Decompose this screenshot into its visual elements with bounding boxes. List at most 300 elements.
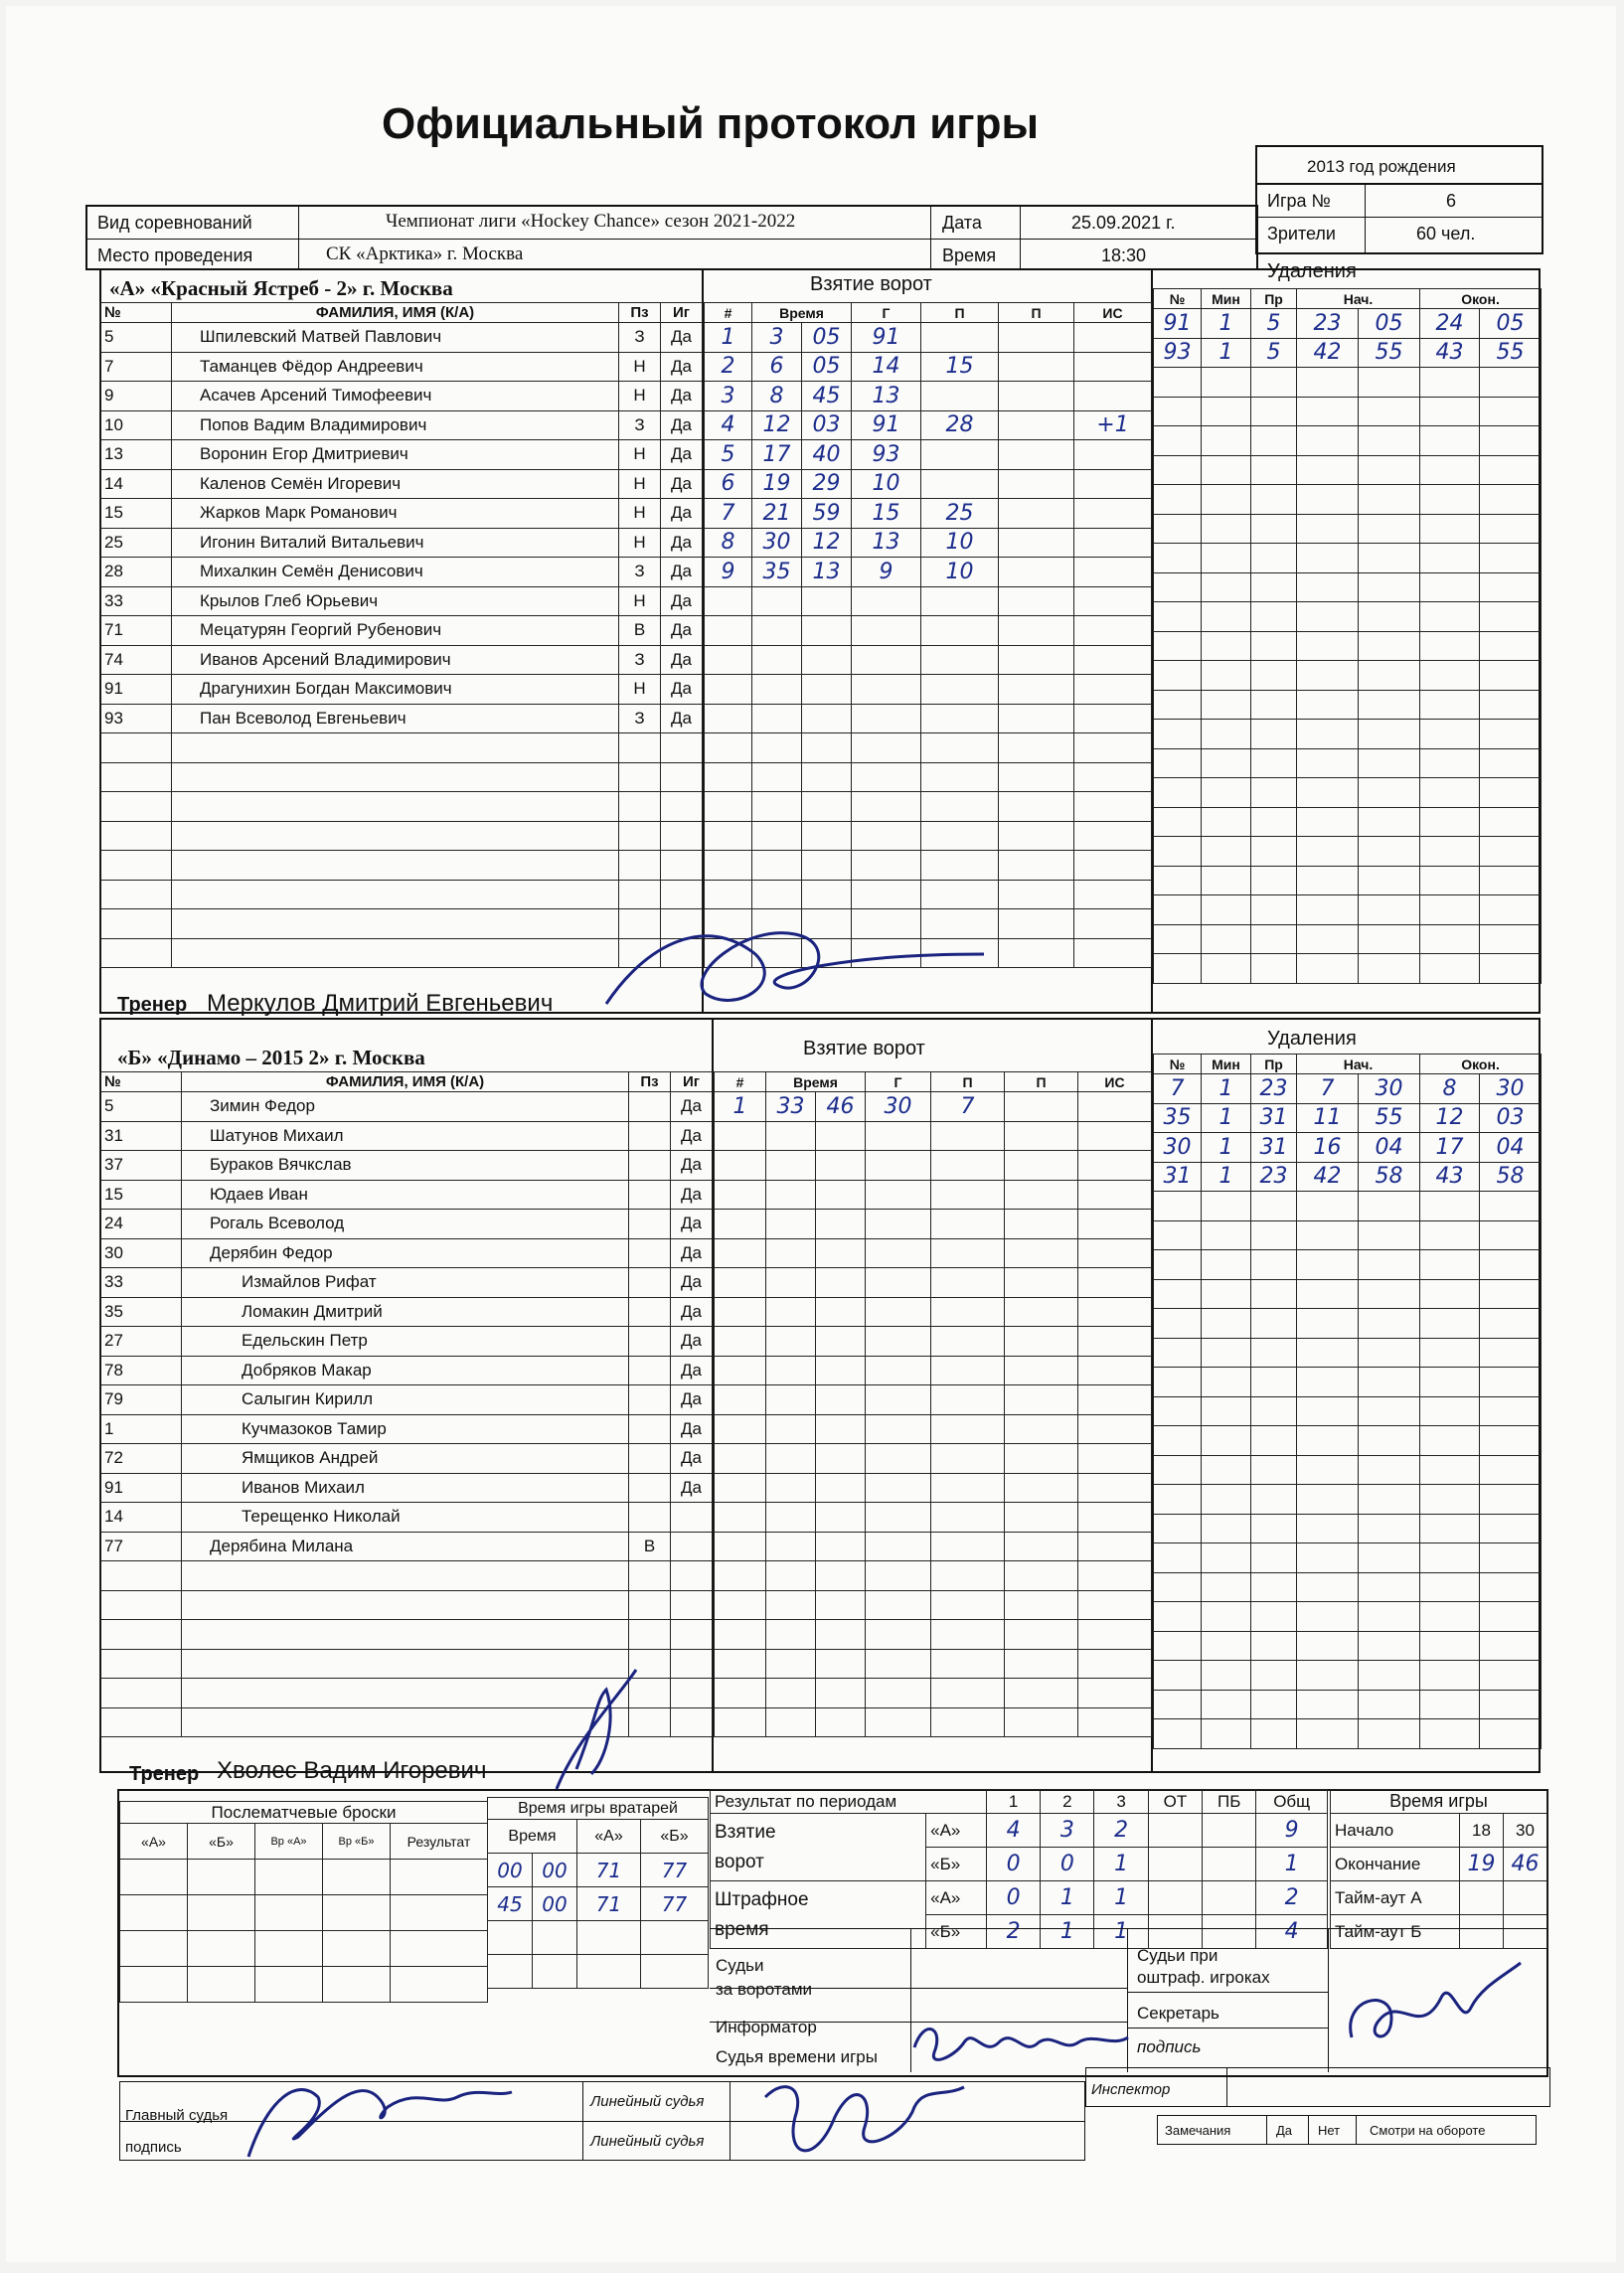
goal-second: 29 bbox=[802, 469, 852, 499]
team-a-player-row bbox=[100, 499, 703, 529]
penalty-start-sec bbox=[1359, 837, 1420, 867]
penalty-start-sec bbox=[1359, 1719, 1420, 1749]
penalty-start-sec bbox=[1359, 1602, 1420, 1632]
penalty-start-sec bbox=[1359, 661, 1420, 691]
player-name: Дерябина Милана bbox=[182, 1532, 629, 1561]
secretary-label: Секретарь bbox=[1137, 2004, 1219, 2023]
goal-assist-1 bbox=[921, 675, 999, 705]
penalty-minutes bbox=[1202, 1368, 1251, 1397]
goal-scorer bbox=[866, 1268, 931, 1298]
team-a-penalty-row bbox=[1154, 866, 1542, 895]
player-position bbox=[629, 1473, 671, 1503]
penalty-reason bbox=[1251, 720, 1297, 749]
penalty-player bbox=[1154, 778, 1202, 808]
player-name: Крылов Глеб Юрьевич bbox=[172, 586, 619, 616]
penalty-minutes bbox=[1202, 1602, 1251, 1632]
team-b-player-row bbox=[100, 1444, 713, 1474]
goal-situation bbox=[1078, 1327, 1152, 1357]
penalty-minutes bbox=[1202, 1309, 1251, 1339]
goal-situation bbox=[1078, 1297, 1152, 1327]
penalty-end-sec bbox=[1480, 426, 1542, 456]
period-pb-value bbox=[1203, 1848, 1256, 1881]
penalty-start-min: 42 bbox=[1297, 338, 1359, 368]
goal-scorer bbox=[866, 1473, 931, 1503]
team-b-goal-row bbox=[715, 1707, 1152, 1737]
player-number: 1 bbox=[100, 1414, 182, 1444]
penalty-end-min bbox=[1420, 895, 1480, 925]
goal-assist-2 bbox=[1005, 1121, 1078, 1151]
player-name bbox=[182, 1590, 629, 1620]
goal-minute bbox=[752, 851, 802, 881]
penalty-end-sec bbox=[1480, 866, 1542, 895]
team-b-coach-signature bbox=[537, 1660, 656, 1799]
player-position bbox=[629, 1297, 671, 1327]
goal-situation bbox=[1078, 1121, 1152, 1151]
player-position bbox=[629, 1503, 671, 1533]
goal-number bbox=[705, 616, 752, 646]
penalty-start-sec: 30 bbox=[1359, 1074, 1420, 1104]
team-b-goal-row bbox=[715, 1503, 1152, 1533]
player-plays bbox=[671, 1649, 713, 1679]
penalty-start-sec bbox=[1359, 602, 1420, 632]
goal-second bbox=[816, 1385, 866, 1415]
goal-second bbox=[816, 1503, 866, 1533]
col-goal-scorer: Г bbox=[866, 1072, 931, 1092]
penalty-start-sec bbox=[1359, 1690, 1420, 1719]
player-name: Мецатурян Георгий Рубенович bbox=[172, 616, 619, 646]
goal-assist-1 bbox=[931, 1210, 1005, 1239]
goal-situation bbox=[1074, 469, 1152, 499]
goal-minute bbox=[766, 1444, 816, 1474]
shootout-col-gk-a: Вр «А» bbox=[255, 1824, 323, 1860]
goal-situation bbox=[1078, 1620, 1152, 1650]
penalty-player bbox=[1154, 661, 1202, 691]
player-number bbox=[100, 880, 172, 909]
team-b-penalty-row bbox=[1154, 1279, 1542, 1309]
penalty-minutes bbox=[1202, 807, 1251, 837]
player-number: 35 bbox=[100, 1297, 182, 1327]
player-name: Шпилевский Матвей Павлович bbox=[172, 323, 619, 353]
penalty-reason bbox=[1251, 837, 1297, 867]
player-plays: Да bbox=[661, 675, 703, 705]
goal-assist-2 bbox=[1005, 1444, 1078, 1474]
goal-assist-2 bbox=[1005, 1707, 1078, 1737]
col-assist-1: П bbox=[921, 303, 999, 323]
goal-assist-2 bbox=[1005, 1210, 1078, 1239]
team-a-player-row bbox=[100, 440, 703, 470]
player-number: 14 bbox=[100, 469, 172, 499]
goal-situation bbox=[1078, 1503, 1152, 1533]
game-end-label: Окончание bbox=[1331, 1848, 1460, 1881]
penalty-end-sec bbox=[1480, 661, 1542, 691]
penalty-player bbox=[1154, 602, 1202, 632]
goal-assist-2 bbox=[1005, 1238, 1078, 1268]
penalty-end-sec bbox=[1480, 1426, 1542, 1456]
penalty-reason: 23 bbox=[1251, 1074, 1297, 1104]
penalty-player bbox=[1154, 690, 1202, 720]
penalty-end-min bbox=[1420, 748, 1480, 778]
goal-situation bbox=[1078, 1268, 1152, 1298]
col-name: ФАМИЛИЯ, ИМЯ (К/А) bbox=[182, 1072, 629, 1092]
penalty-end-sec: 05 bbox=[1480, 309, 1542, 339]
period-result-row bbox=[711, 1881, 1328, 1915]
team-b-penalty-row bbox=[1154, 1426, 1542, 1456]
col-ig: Иг bbox=[671, 1072, 713, 1092]
col-ig: Иг bbox=[661, 303, 703, 323]
col-assist-1: П bbox=[931, 1072, 1005, 1092]
penalty-start-sec bbox=[1359, 426, 1420, 456]
team-a-player-row bbox=[100, 792, 703, 822]
player-position bbox=[619, 733, 661, 763]
goal-number: 9 bbox=[705, 558, 752, 587]
goal-situation bbox=[1078, 1385, 1152, 1415]
penalty-player bbox=[1154, 1514, 1202, 1543]
team-a-penalty-row bbox=[1154, 837, 1542, 867]
team-b-penalty-row bbox=[1154, 1074, 1542, 1104]
goal-second bbox=[802, 733, 852, 763]
penalty-end-sec bbox=[1480, 455, 1542, 485]
goal-second bbox=[802, 586, 852, 616]
goal-second: 12 bbox=[802, 528, 852, 558]
penalty-end-sec bbox=[1480, 1192, 1542, 1221]
player-plays bbox=[671, 1620, 713, 1650]
goal-judges-label-1: Судьи bbox=[716, 1956, 764, 1975]
goal-number bbox=[705, 675, 752, 705]
player-number: 5 bbox=[100, 323, 172, 353]
goal-scorer bbox=[866, 1151, 931, 1181]
goal-minute: 12 bbox=[752, 410, 802, 440]
team-b-goals bbox=[714, 1071, 1152, 1737]
goal-situation bbox=[1078, 1092, 1152, 1122]
penalty-start-sec bbox=[1359, 720, 1420, 749]
penalty-start-sec bbox=[1359, 1485, 1420, 1515]
team-a-penalty-row bbox=[1154, 661, 1542, 691]
team-a-goals-title: Взятие ворот bbox=[810, 273, 932, 295]
team-b-player-row bbox=[100, 1180, 713, 1210]
col-pen-number: № bbox=[1154, 1055, 1202, 1074]
period-ot-value bbox=[1148, 1881, 1202, 1915]
goal-scorer: 30 bbox=[866, 1092, 931, 1122]
penalty-end-min bbox=[1420, 1396, 1480, 1426]
shootout-table bbox=[119, 1801, 488, 2003]
player-number: 33 bbox=[100, 1268, 182, 1298]
team-a-penalty-row bbox=[1154, 690, 1542, 720]
penalty-minutes bbox=[1202, 485, 1251, 515]
goal-assist-2 bbox=[999, 733, 1074, 763]
goal-minute bbox=[752, 733, 802, 763]
goal-situation bbox=[1074, 909, 1152, 939]
goal-minute bbox=[766, 1151, 816, 1181]
col-assist-2: П bbox=[999, 303, 1074, 323]
team-b-penalty-row bbox=[1154, 1485, 1542, 1515]
goal-assist-2 bbox=[1005, 1503, 1078, 1533]
penalty-player bbox=[1154, 1631, 1202, 1661]
goal-assist-1: 10 bbox=[921, 528, 999, 558]
penalty-end-min bbox=[1420, 1250, 1480, 1280]
goal-assist-1 bbox=[921, 616, 999, 646]
penalty-start-sec bbox=[1359, 1368, 1420, 1397]
goal-situation bbox=[1078, 1707, 1152, 1737]
period-ot-value bbox=[1148, 1814, 1202, 1848]
goal-situation bbox=[1074, 440, 1152, 470]
team-b-title: «Б» «Динамо – 2015 2» г. Москва bbox=[117, 1046, 425, 1069]
player-name: Воронин Егор Дмитриевич bbox=[172, 440, 619, 470]
shootout-col-gk-b: Вр «Б» bbox=[323, 1824, 391, 1860]
goals-label-line-2: ворот bbox=[715, 1852, 764, 1872]
team-b-player-row bbox=[100, 1385, 713, 1415]
penalty-minutes bbox=[1202, 602, 1251, 632]
team-a-penalty-row bbox=[1154, 778, 1542, 808]
player-plays: Да bbox=[671, 1151, 713, 1181]
goal-number bbox=[715, 1679, 766, 1708]
penalty-start-sec bbox=[1359, 1514, 1420, 1543]
goalie-time-col-b: «Б» bbox=[641, 1820, 709, 1854]
goal-scorer bbox=[852, 645, 921, 675]
team-a-player-row bbox=[100, 762, 703, 792]
penalty-reason bbox=[1251, 631, 1297, 661]
penalty-start-min bbox=[1297, 954, 1359, 984]
team-b-player-row bbox=[100, 1151, 713, 1181]
goal-minute: 6 bbox=[752, 352, 802, 382]
penalty-reason bbox=[1251, 1192, 1297, 1221]
period-total-value: 4 bbox=[1256, 1915, 1328, 1949]
goal-minute: 33 bbox=[766, 1092, 816, 1122]
goal-situation bbox=[1074, 528, 1152, 558]
penalty-start-min bbox=[1297, 544, 1359, 573]
team-b-goal-row bbox=[715, 1679, 1152, 1708]
penalty-end-sec: 03 bbox=[1480, 1103, 1542, 1133]
goal-situation bbox=[1074, 499, 1152, 529]
goal-minute bbox=[766, 1649, 816, 1679]
goal-situation: +1 bbox=[1074, 410, 1152, 440]
period-col-pb: ПБ bbox=[1203, 1790, 1256, 1814]
goal-assist-2 bbox=[999, 704, 1074, 733]
goal-second bbox=[816, 1327, 866, 1357]
player-number: 9 bbox=[100, 382, 172, 411]
goal-second bbox=[816, 1151, 866, 1181]
penalty-minutes: 1 bbox=[1202, 1074, 1251, 1104]
goal-scorer bbox=[866, 1180, 931, 1210]
goal-second: 13 bbox=[802, 558, 852, 587]
penalty-start-sec bbox=[1359, 690, 1420, 720]
team-b-goal-row bbox=[715, 1297, 1152, 1327]
goal-second bbox=[816, 1590, 866, 1620]
penalty-start-min bbox=[1297, 690, 1359, 720]
team-a-penalty-row bbox=[1154, 455, 1542, 485]
penalty-end-sec bbox=[1480, 954, 1542, 984]
team-b-penalty-row bbox=[1154, 1602, 1542, 1632]
team-b-penalty-row bbox=[1154, 1250, 1542, 1280]
period-pb-value bbox=[1203, 1881, 1256, 1915]
player-name: Михалкин Семён Денисович bbox=[172, 558, 619, 587]
goal-minute bbox=[766, 1210, 816, 1239]
game-start-label: Начало bbox=[1331, 1814, 1460, 1848]
player-name: Едельскин Петр bbox=[182, 1327, 629, 1357]
penalty-end-sec bbox=[1480, 572, 1542, 602]
goal-scorer bbox=[866, 1121, 931, 1151]
goal-minute bbox=[766, 1385, 816, 1415]
team-b-penalty-row bbox=[1154, 1631, 1542, 1661]
penalty-end-sec bbox=[1480, 1690, 1542, 1719]
penalty-minutes bbox=[1202, 397, 1251, 426]
goal-assist-2 bbox=[1005, 1590, 1078, 1620]
penalty-reason bbox=[1251, 1602, 1297, 1632]
penalty-minutes bbox=[1202, 368, 1251, 398]
player-position: Н bbox=[619, 440, 661, 470]
col-pen-minutes: Мин bbox=[1202, 1055, 1251, 1074]
team-a-penalty-row bbox=[1154, 309, 1542, 339]
period-2-value: 1 bbox=[1041, 1915, 1094, 1949]
team-b-penalties bbox=[1153, 1054, 1542, 1749]
goal-situation bbox=[1074, 762, 1152, 792]
col-goal-time: Время bbox=[766, 1072, 866, 1092]
goal-second bbox=[816, 1679, 866, 1708]
period-team: «А» bbox=[926, 1881, 987, 1915]
team-a-penalty-row bbox=[1154, 748, 1542, 778]
penalty-end-sec bbox=[1480, 1602, 1542, 1632]
team-b-player-row bbox=[100, 1121, 713, 1151]
goal-minute bbox=[766, 1327, 816, 1357]
player-number: 14 bbox=[100, 1503, 182, 1533]
team-a-player-row bbox=[100, 323, 703, 353]
player-plays bbox=[661, 821, 703, 851]
team-b-roster-header bbox=[100, 1072, 713, 1092]
goal-scorer bbox=[866, 1385, 931, 1415]
period-ot-value bbox=[1148, 1848, 1202, 1881]
penalty-player bbox=[1154, 837, 1202, 867]
goal-minute bbox=[766, 1180, 816, 1210]
team-b-player-row bbox=[100, 1503, 713, 1533]
penalty-start-sec bbox=[1359, 514, 1420, 544]
penalty-start-sec bbox=[1359, 631, 1420, 661]
shootout-col-a: «А» bbox=[120, 1824, 188, 1860]
period-results-title: Результат по периодам bbox=[711, 1790, 987, 1814]
penalty-end-min: 17 bbox=[1420, 1133, 1480, 1163]
goal-second bbox=[816, 1620, 866, 1650]
player-number bbox=[100, 938, 172, 968]
team-b-goal-row bbox=[715, 1561, 1152, 1591]
game-start-minute: 30 bbox=[1504, 1814, 1547, 1848]
player-plays bbox=[661, 762, 703, 792]
period-pb-value bbox=[1203, 1814, 1256, 1848]
informer-label: Информатор bbox=[716, 2018, 817, 2036]
game-time-table bbox=[1330, 1789, 1547, 1949]
player-number bbox=[100, 1707, 182, 1737]
player-name: Терещенко Николай bbox=[182, 1503, 629, 1533]
team-b-player-row bbox=[100, 1561, 713, 1591]
time-value: 18:30 bbox=[1101, 245, 1147, 265]
penalty-end-sec bbox=[1480, 1396, 1542, 1426]
team-b-coach: Хволес Вадим Игоревич bbox=[217, 1757, 487, 1784]
player-number: 93 bbox=[100, 704, 172, 733]
team-b-penalty-row bbox=[1154, 1220, 1542, 1250]
team-a-player-row bbox=[100, 733, 703, 763]
team-a-penalties-header bbox=[1154, 289, 1542, 309]
penalty-minutes bbox=[1202, 1220, 1251, 1250]
penalty-reason bbox=[1251, 368, 1297, 398]
goal-situation bbox=[1078, 1210, 1152, 1239]
goal-scorer bbox=[852, 733, 921, 763]
goal-minute bbox=[752, 704, 802, 733]
goal-assist-2 bbox=[999, 909, 1074, 939]
goal-assist-1 bbox=[921, 762, 999, 792]
goal-scorer bbox=[866, 1620, 931, 1650]
goalie-time-second: 00 bbox=[533, 1887, 577, 1921]
goal-minute: 35 bbox=[752, 558, 802, 587]
goal-number: 8 bbox=[705, 528, 752, 558]
time-label: Время bbox=[942, 245, 997, 265]
player-name: Юдаев Иван bbox=[182, 1180, 629, 1210]
penalty-minutes: 1 bbox=[1202, 309, 1251, 339]
penalty-reason bbox=[1251, 1719, 1297, 1749]
main-referee-signature bbox=[239, 2037, 517, 2177]
team-b-goal-row bbox=[715, 1180, 1152, 1210]
goalie-time-row bbox=[488, 1887, 709, 1921]
team-a-penalty-row bbox=[1154, 397, 1542, 426]
penalty-end-min: 12 bbox=[1420, 1103, 1480, 1133]
goal-assist-2 bbox=[1005, 1561, 1078, 1591]
goal-number bbox=[715, 1707, 766, 1737]
goal-scorer bbox=[852, 762, 921, 792]
penalty-player bbox=[1154, 1426, 1202, 1456]
penalty-minutes bbox=[1202, 1338, 1251, 1368]
penalty-end-sec: 04 bbox=[1480, 1133, 1542, 1163]
penalty-start-sec bbox=[1359, 1220, 1420, 1250]
goal-second bbox=[816, 1268, 866, 1298]
col-goal-number: # bbox=[705, 303, 752, 323]
penalty-start-sec bbox=[1359, 1455, 1420, 1485]
team-b-coach-label: Тренер bbox=[129, 1763, 200, 1785]
penalty-player bbox=[1154, 1455, 1202, 1485]
penalty-end-min: 43 bbox=[1420, 338, 1480, 368]
team-a-goal-row bbox=[705, 733, 1152, 763]
team-b-player-row bbox=[100, 1532, 713, 1561]
penalty-end-min bbox=[1420, 690, 1480, 720]
penalty-end-sec bbox=[1480, 1338, 1542, 1368]
period-col-total: Общ bbox=[1256, 1790, 1328, 1814]
col-goal-time: Время bbox=[752, 303, 852, 323]
penalty-reason bbox=[1251, 807, 1297, 837]
player-number: 74 bbox=[100, 645, 172, 675]
player-plays bbox=[671, 1561, 713, 1591]
goal-assist-2 bbox=[1005, 1649, 1078, 1679]
penalty-start-min bbox=[1297, 1514, 1359, 1543]
goal-assist-2 bbox=[999, 851, 1074, 881]
player-number bbox=[100, 792, 172, 822]
penalty-end-min bbox=[1420, 485, 1480, 515]
goal-second bbox=[816, 1121, 866, 1151]
penalty-end-min bbox=[1420, 807, 1480, 837]
col-pen-reason: Пр bbox=[1251, 1055, 1297, 1074]
goal-scorer bbox=[866, 1238, 931, 1268]
penalty-end-sec bbox=[1480, 1279, 1542, 1309]
penalty-player bbox=[1154, 1279, 1202, 1309]
penalty-end-sec bbox=[1480, 544, 1542, 573]
team-a-penalty-row bbox=[1154, 514, 1542, 544]
penalty-end-sec: 30 bbox=[1480, 1074, 1542, 1104]
team-a-coach-signature bbox=[586, 885, 1004, 1034]
goal-scorer: 13 bbox=[852, 382, 921, 411]
goal-situation bbox=[1074, 821, 1152, 851]
player-plays: Да bbox=[661, 499, 703, 529]
goal-assist-1 bbox=[931, 1590, 1005, 1620]
team-b-goal-row bbox=[715, 1620, 1152, 1650]
penalty-minutes: 1 bbox=[1202, 1133, 1251, 1163]
penalty-start-min: 11 bbox=[1297, 1103, 1359, 1133]
shootout-title: Послематчевые броски bbox=[120, 1802, 488, 1824]
penalty-start-sec bbox=[1359, 1338, 1420, 1368]
inspector-label: Инспектор bbox=[1091, 2081, 1171, 2098]
